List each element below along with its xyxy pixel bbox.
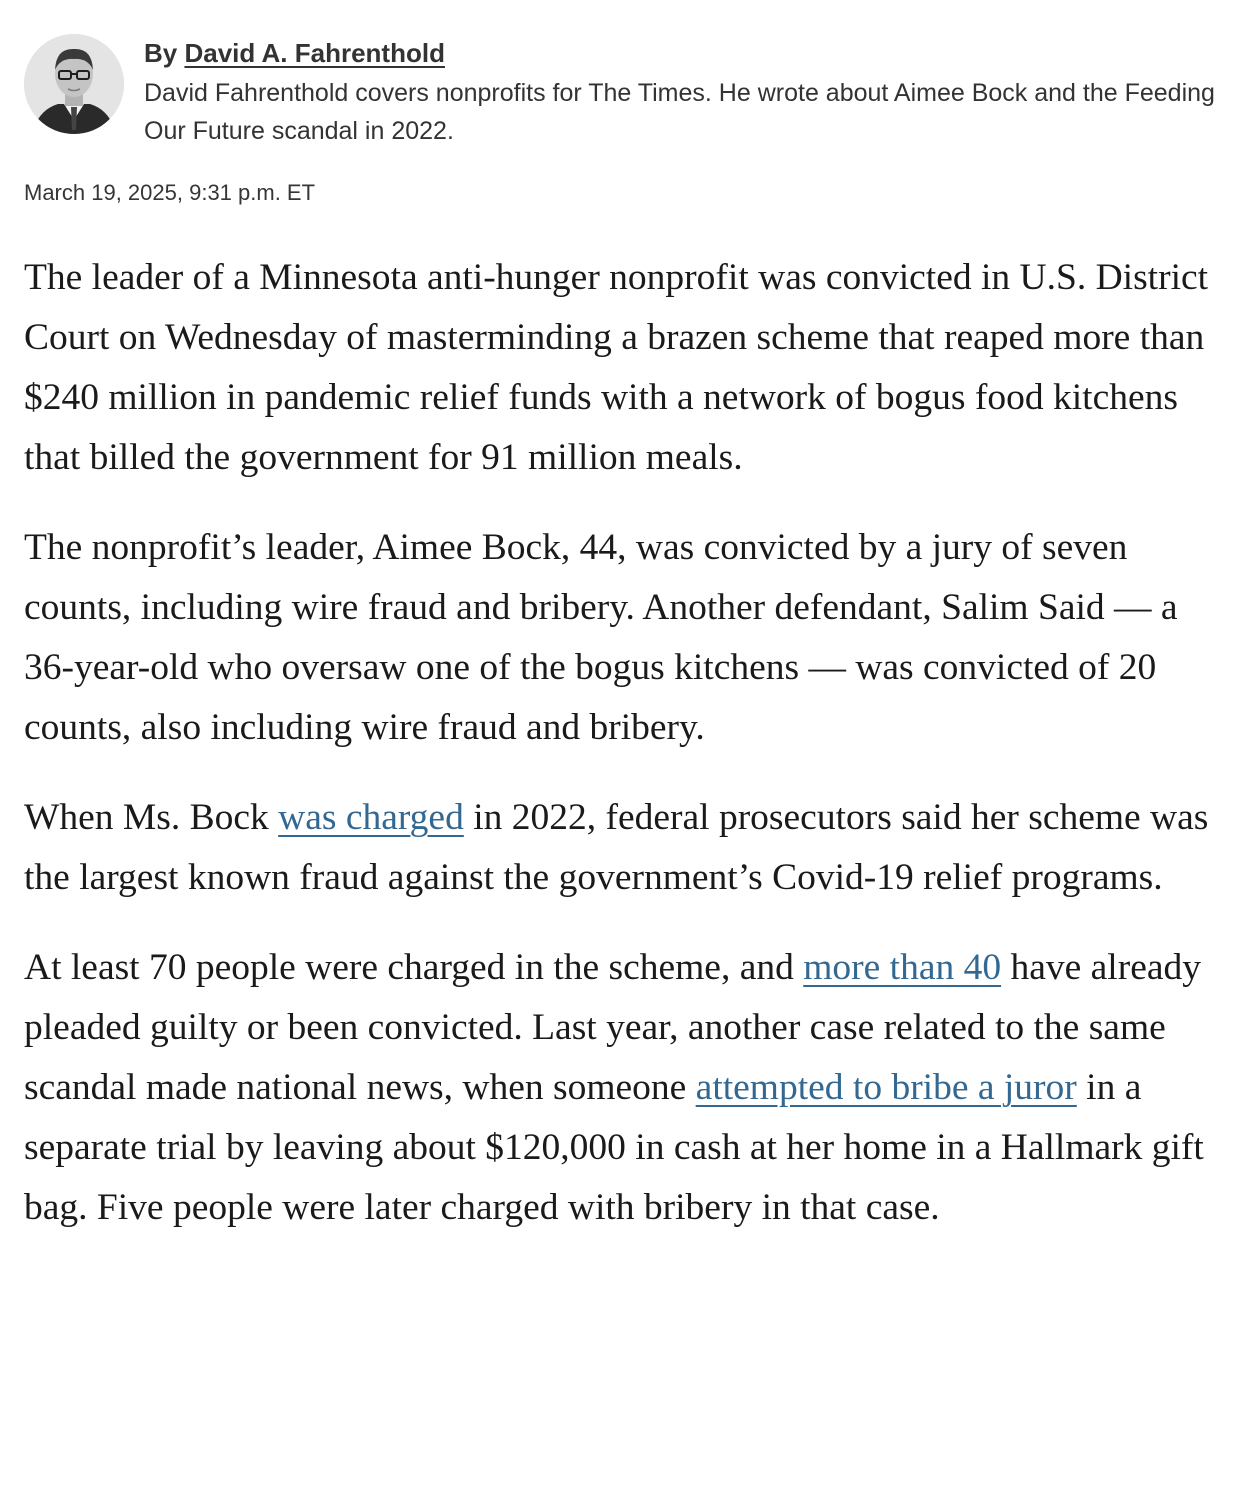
byline-author-line (144, 36, 1224, 70)
paragraph-text: At least 70 people were charged in the scheme, and (24, 947, 804, 988)
paragraph-text: in a separate trial by leaving about $120,000 in cash at her home in a Hallmark gift bag. Five people were later charged with bribery in that case. (24, 1067, 1204, 1228)
author-avatar[interactable] (24, 34, 124, 134)
article-paragraph-1: The leader of a Minnesota anti-hunger nonprofit was convicted in U.S. District Court on Wednesday of masterminding a brazen scheme that reaped more than $240 million in pandemic relief funds with a network of bogus food kitchens that billed the government for 91 million meals. (24, 257, 1209, 478)
author-byline (24, 34, 1224, 154)
was-charged-link[interactable]: was charged (278, 797, 464, 838)
byline-text (144, 36, 1224, 150)
publish-timestamp: March 19, 2025, 9:31 p.m. ET (24, 180, 316, 205)
article-paragraph-4 (24, 938, 1224, 1238)
paragraph-text: in 2022, federal prosecutors said her scheme was the largest known fraud against the government’s Covid-19 relief programs. (24, 797, 1209, 898)
more-than-40-link[interactable]: more than 40 (803, 947, 1002, 988)
paragraph-text: When Ms. Bock (24, 797, 279, 838)
paragraph-text: have already pleaded guilty or been convicted. Last year, another case related to the same scandal made national news, when someone (24, 947, 1201, 1108)
author-bio: David Fahrenthold covers nonprofits for The Times. He wrote about Aimee Bock and the Feeding Our Future scandal in 2022. (144, 79, 1215, 145)
bribe-juror-link[interactable]: attempted to bribe a juror (695, 1067, 1077, 1108)
author-name-link[interactable]: David A. Fahrenthold (184, 38, 445, 68)
author-photo (24, 34, 124, 134)
article-body (24, 248, 1224, 1268)
article-paragraph-2: The nonprofit’s leader, Aimee Bock, 44, was convicted by a jury of seven counts, including wire fraud and bribery. Another defendant, Salim Said — a 36-year-old who oversaw one of the bogus kitchens — was convicted of 20 counts, also including wire fraud and bribery. (24, 527, 1178, 748)
byline-prefix: By (144, 38, 185, 68)
article-paragraph-3 (24, 788, 1224, 908)
